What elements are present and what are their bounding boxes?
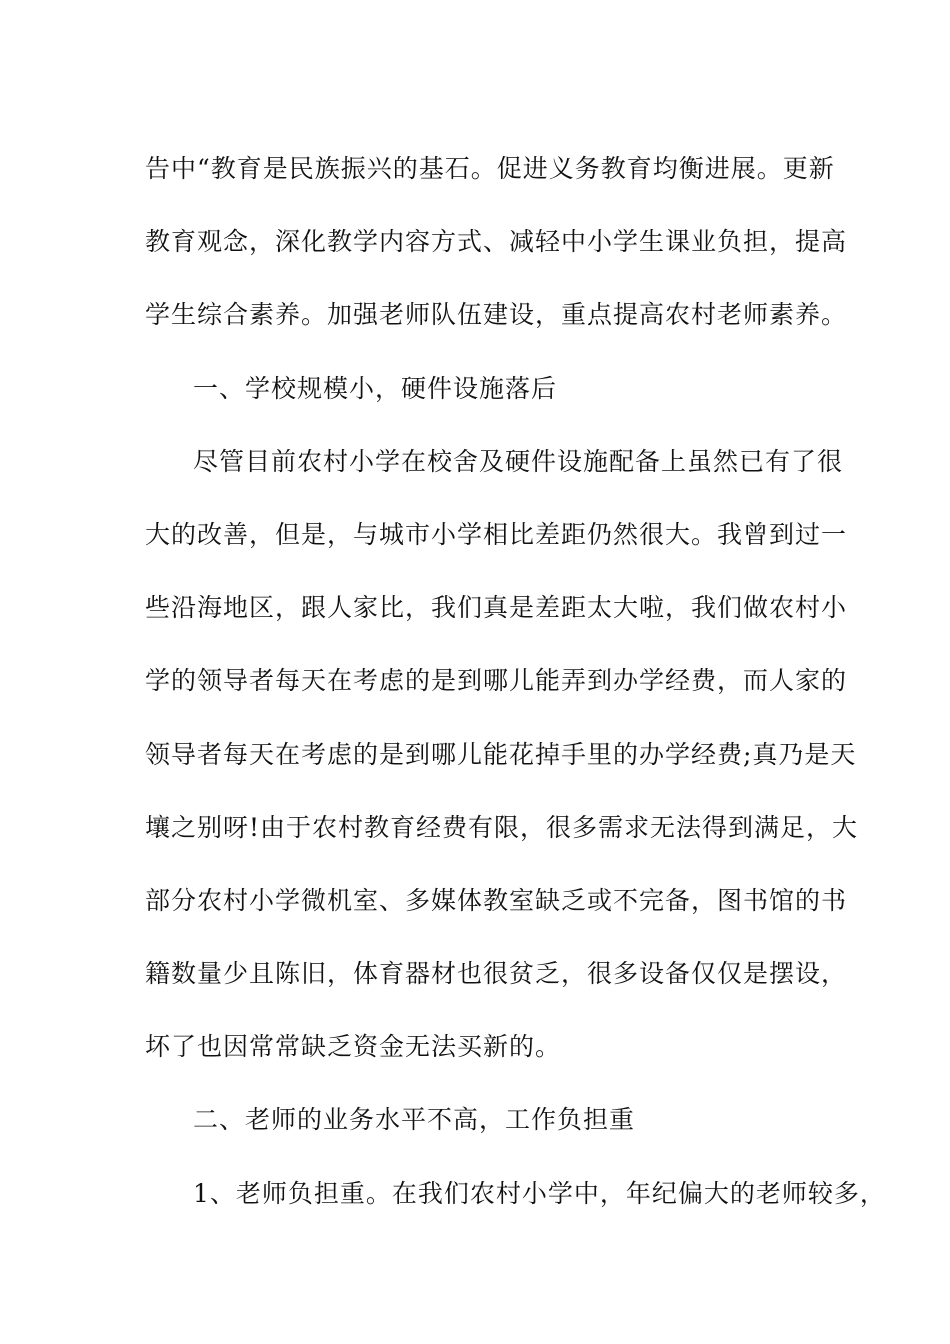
text-line: 籍数量少且陈旧，体育器材也很贫乏，很多设备仅仅是摆设，: [145, 959, 848, 989]
text-line: 壤之别呀!由于农村教育经费有限，很多需求无法得到满足，大: [145, 812, 859, 842]
text-line: 坏了也因常常缺乏资金无法买新的。: [145, 1032, 562, 1062]
document-body: [145, 132, 886, 1230]
text-line: 学的领导者每天在考虑的是到哪儿能弄到办学经费，而人家的: [145, 666, 848, 696]
text-line: 1、老师负担重。在我们农村小学中，年纪偏大的老师较多，: [193, 1178, 886, 1208]
text-line: 部分农村小学微机室、多媒体教室缺乏或不完备，图书馆的书: [145, 885, 848, 915]
text-line: 些沿海地区，跟人家比，我们真是差距太大啦，我们做农村小: [145, 593, 848, 623]
text-line: 告中“教育是民族振兴的基石。促进义务教育均衡进展。更新: [145, 154, 835, 183]
text-line: 教育观念，深化教学内容方式、减轻中小学生课业负担，提高: [145, 227, 848, 257]
text-line: 领导者每天在考虑的是到哪儿能花掉手里的办学经费;真乃是天: [145, 739, 857, 769]
section-heading: 一、学校规模小，硬件设施落后: [193, 373, 558, 403]
text-line: 尽管目前农村小学在校舍及硬件设施配备上虽然已有了很: [193, 446, 844, 476]
section-heading: 二、老师的业务水平不高，工作负担重: [193, 1105, 636, 1135]
text-line: 学生综合素养。加强老师队伍建设，重点提高农村老师素养。: [145, 300, 848, 330]
text-line: 大的改善，但是，与城市小学相比差距仍然很大。我曾到过一: [145, 519, 848, 549]
